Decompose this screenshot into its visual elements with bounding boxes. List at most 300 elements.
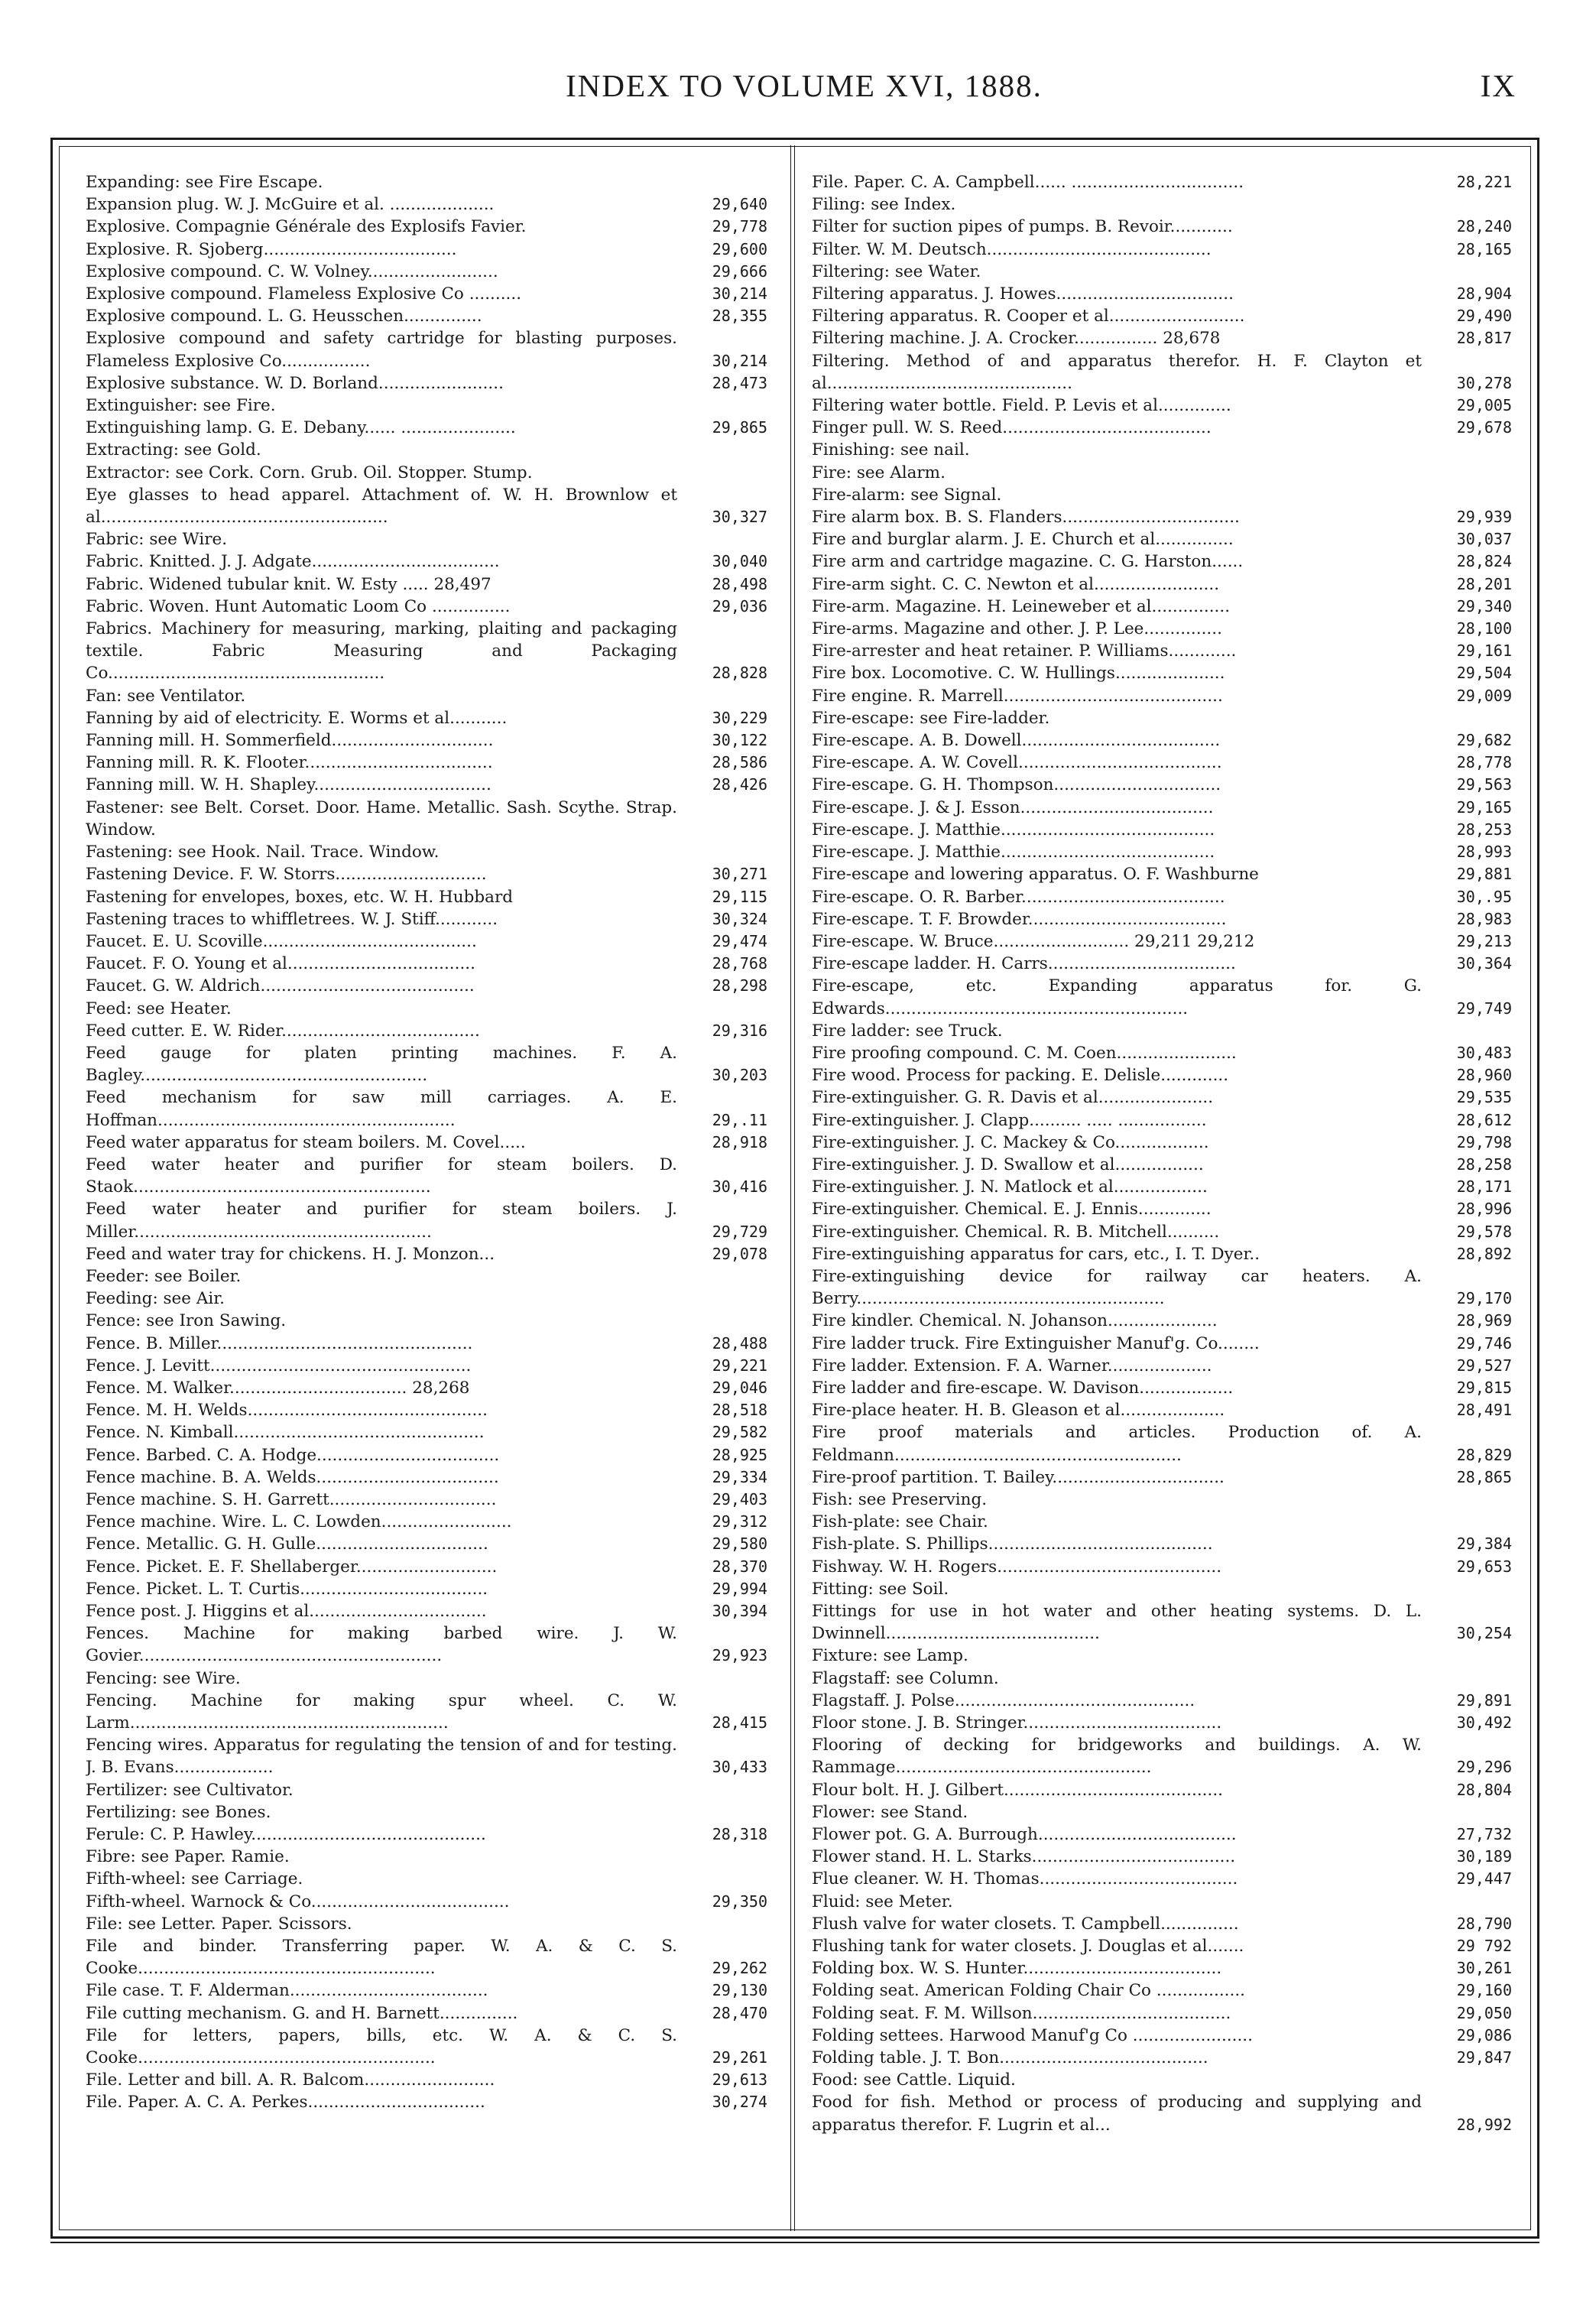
index-entry-text: Fan: see Ventilator.	[86, 686, 246, 706]
index-entry	[812, 239, 1512, 261]
index-entry-number: 28,960	[1456, 1066, 1512, 1085]
index-entry-text: Fish-plate. S. Phillips...........................................	[812, 1534, 1213, 1554]
index-entry-text: Explosive compound. L. G. Heusschen...............	[86, 307, 482, 326]
index-entry-text: Fittings for use in hot water and other heating systems. D. L. Dwinnell.........................................	[812, 1602, 1422, 1644]
index-entry-number: 29,678	[1456, 418, 1512, 437]
index-entry	[812, 1578, 1512, 1600]
index-entry	[86, 1020, 767, 1042]
index-entry-text: File case. T. F. Alderman......................................	[86, 1981, 488, 2001]
index-entry-text: Fire-extinguisher. J. N. Matlock et al..................	[812, 1177, 1208, 1197]
index-entry-number: 29,563	[1456, 775, 1512, 794]
index-entry	[86, 1734, 767, 1778]
index-entry-number: 28,240	[1456, 217, 1512, 236]
index-entry	[812, 1935, 1512, 1957]
index-entry-text: Fire-arm. Magazine. H. Leineweber et al...............	[812, 596, 1231, 616]
index-entry	[812, 1421, 1512, 1466]
index-entry-text: Feeding: see Air.	[86, 1289, 225, 1309]
index-entry-number: 28,470	[712, 2003, 767, 2022]
index-entry	[86, 1399, 767, 1421]
index-entry-number: 30,261	[1456, 1959, 1512, 1978]
index-entry-number: 28,498	[712, 574, 767, 593]
index-entry	[86, 618, 767, 685]
index-entry	[812, 1645, 1512, 1667]
index-entry-text: Fire kindler. Chemical. N. Johanson.....................	[812, 1311, 1218, 1331]
index-entry	[812, 1668, 1512, 1690]
index-entry-text: Extinguisher: see Fire.	[86, 396, 276, 416]
index-entry-number: 28,370	[712, 1557, 767, 1576]
index-entry-text: Fire-arm sight. C. C. Newton et al........................	[812, 574, 1220, 594]
index-entry-text: Fence. Barbed. C. A. Hodge...................................	[86, 1445, 500, 1465]
index-entry-text: Fire-alarm: see Signal.	[812, 485, 1002, 505]
index-entry	[812, 640, 1512, 662]
index-entry-text: Fire-extinguishing device for railway car heaters. A. Berry...........................................................	[812, 1266, 1422, 1309]
index-entry	[86, 1868, 767, 1890]
index-entry	[86, 484, 767, 528]
index-entry-number: 28,258	[1456, 1154, 1512, 1174]
index-entry-number: 28,355	[712, 307, 767, 326]
index-entry-number: 29,815	[1456, 1378, 1512, 1397]
index-entry	[812, 305, 1512, 327]
index-entry-number: 30,037	[1456, 530, 1512, 549]
index-entry-text: Flooring of decking for bridgeworks and buildings. A. W. Rammage.................................................	[812, 1736, 1422, 1778]
index-entry	[812, 1243, 1512, 1265]
page-title: INDEX TO VOLUME XVI, 1888.	[566, 68, 1043, 103]
index-entry-text: Food: see Cattle. Liquid.	[812, 2070, 1016, 2090]
index-entry-number: 29,.11	[712, 1110, 767, 1129]
index-entry-text: Feed: see Heater.	[86, 999, 232, 1018]
index-entry-text: Filtering machine. J. A. Crocker................ 28,678	[812, 329, 1221, 349]
index-entry	[86, 797, 767, 841]
index-entry	[812, 1600, 1512, 1645]
index-entry-number: 29,746	[1456, 1333, 1512, 1353]
index-entry-text: Fire-extinguisher. G. R. Davis et al......................	[812, 1088, 1214, 1108]
index-entry-number: 30,254	[1456, 1624, 1512, 1643]
index-entry-text: Fabric. Knitted. J. J. Adgate....................................	[86, 552, 500, 572]
index-entry-number: 29,161	[1456, 641, 1512, 661]
index-entry-number: 28,983	[1456, 909, 1512, 928]
index-entry-number: 28,488	[712, 1333, 767, 1353]
index-entry-text: Fabric. Woven. Hunt Automatic Loom Co ...............	[86, 596, 511, 616]
index-entry-number: 29,749	[1456, 999, 1512, 1018]
index-entry	[86, 1779, 767, 1801]
index-entry	[812, 1221, 1512, 1243]
index-entry	[812, 596, 1512, 618]
index-entry-number: 28,828	[712, 664, 767, 683]
index-entry-text: Fire-escape. J. Matthie.........................................	[812, 843, 1215, 862]
index-entry-text: Fire box. Locomotive. C. W. Hullings.....................	[812, 664, 1225, 684]
index-entry-text: Filtering apparatus. J. Howes..................................	[812, 284, 1234, 304]
index-entry	[812, 1355, 1512, 1377]
index-entry	[812, 2002, 1512, 2025]
index-entry-text: Extracting: see Gold.	[86, 440, 261, 460]
index-entry	[86, 1042, 767, 1086]
index-entry	[812, 774, 1512, 796]
index-entry	[812, 283, 1512, 305]
index-entry-text: Fish-plate: see Chair.	[812, 1512, 988, 1532]
index-entry-number: 28,612	[1456, 1110, 1512, 1129]
index-entry-number: 29,115	[712, 887, 767, 906]
index-entry-text: Fire-escape. T. F. Browder......................................	[812, 909, 1227, 929]
index-entry-number: 29,939	[1456, 508, 1512, 527]
index-entry-text: Flower pot. G. A. Burrough......................................	[812, 1825, 1237, 1845]
index-entry	[812, 439, 1512, 461]
index-entry-text: Folding table. J. T. Bon........................................	[812, 2048, 1208, 2068]
index-entry-number: 29,729	[712, 1222, 767, 1241]
index-entry	[812, 930, 1512, 953]
index-entry-text: Fixture: see Lamp.	[812, 1646, 968, 1666]
index-entry	[86, 171, 767, 193]
index-entry	[86, 1622, 767, 1667]
index-entry-number: 28,171	[1456, 1177, 1512, 1197]
index-entry	[86, 1265, 767, 1288]
index-entry-number: 29,078	[712, 1244, 767, 1263]
index-entry-number: 30,327	[712, 508, 767, 527]
index-entry-text: Finishing: see nail.	[812, 440, 970, 460]
index-entry-number: 29,262	[712, 1959, 767, 1978]
index-entry	[812, 261, 1512, 283]
index-entry	[86, 1132, 767, 1154]
index-entry-number: 29,009	[1456, 686, 1512, 705]
index-entry-number: 28,804	[1456, 1780, 1512, 1799]
index-entry	[812, 216, 1512, 238]
index-entry-text: Feed water heater and purifier for steam boilers. D. Staok.........................................................	[86, 1154, 677, 1197]
index-entry-number: 28,892	[1456, 1244, 1512, 1263]
index-entry	[86, 327, 767, 372]
index-entry-text: Fanning mill. R. K. Flooter....................................	[86, 753, 493, 773]
index-entry	[812, 886, 1512, 908]
index-entry	[86, 395, 767, 417]
index-entry-number: 27,732	[1456, 1825, 1512, 1844]
index-entry-number: 29,527	[1456, 1356, 1512, 1375]
index-entry	[86, 550, 767, 573]
index-entry	[812, 484, 1512, 506]
index-entry	[812, 395, 1512, 417]
index-entry	[812, 819, 1512, 841]
index-entry	[812, 953, 1512, 975]
index-entry-number: 30,274	[712, 2093, 767, 2112]
index-entry-number: 29,170	[1456, 1289, 1512, 1308]
index-entry-text: Fence. J. Levitt..................................................	[86, 1356, 472, 1375]
index-entry-number: 29,046	[712, 1378, 767, 1397]
index-entry-number: 30,203	[712, 1066, 767, 1085]
index-entry-number: 29,474	[712, 931, 767, 950]
index-entry	[86, 1846, 767, 1868]
index-entry-text: Fish: see Preserving.	[812, 1489, 988, 1509]
index-entry	[86, 685, 767, 707]
index-entry-number: 28,790	[1456, 1914, 1512, 1933]
index-entry	[812, 550, 1512, 573]
index-entry	[812, 1801, 1512, 1823]
index-entry-number: 28,100	[1456, 619, 1512, 638]
index-entry-text: Finger pull. W. S. Reed........................................	[812, 418, 1212, 438]
index-entry	[86, 930, 767, 953]
index-entry-number: 28,829	[1456, 1445, 1512, 1464]
index-entry	[812, 729, 1512, 752]
index-entry-number: 28,253	[1456, 820, 1512, 839]
index-entry	[86, 774, 767, 796]
index-entry	[86, 283, 767, 305]
index-entry-number: 29,994	[712, 1579, 767, 1598]
index-entry-number: 30,364	[1456, 954, 1512, 973]
index-entry-number: 28,969	[1456, 1311, 1512, 1330]
index-entry	[812, 350, 1512, 395]
index-entry	[86, 729, 767, 752]
index-entry-text: Fire-escape ladder. H. Carrs....................................	[812, 954, 1236, 974]
index-entry-text: Fence. Metallic. G. H. Gulle.................................	[86, 1534, 488, 1554]
index-entry-text: File. Paper. A. C. A. Perkes..................................	[86, 2093, 485, 2113]
index-entry-number: 28,824	[1456, 552, 1512, 571]
index-entry-text: Feed water apparatus for steam boilers. M. Covel.....	[86, 1132, 526, 1152]
index-entry-number: 29,384	[1456, 1534, 1512, 1554]
index-entry-text: Fibre: see Paper. Ramie.	[86, 1847, 290, 1867]
index-entry	[86, 1310, 767, 1332]
index-entry	[812, 1086, 1512, 1109]
index-entry	[812, 193, 1512, 216]
index-entry-text: Ferule: C. P. Hawley.............................................	[86, 1825, 486, 1845]
index-entry	[812, 2047, 1512, 2069]
index-entry	[86, 1578, 767, 1600]
index-entry	[86, 261, 767, 283]
index-entry	[86, 417, 767, 439]
index-entry-text: File. Letter and bill. A. R. Balcom.........................	[86, 2070, 495, 2090]
index-entry	[812, 417, 1512, 439]
index-entry-number: 29,334	[712, 1467, 767, 1486]
index-entry-text: Filing: see Index.	[812, 195, 956, 215]
index-entry	[812, 1020, 1512, 1042]
index-entry-text: Fifth-wheel. Warnock & Co......................................	[86, 1892, 510, 1911]
index-entry	[86, 1668, 767, 1690]
index-entry	[812, 1132, 1512, 1154]
index-entry	[86, 1823, 767, 1846]
index-entry-text: Fire ladder: see Truck.	[812, 1021, 1003, 1041]
index-entry-number: 29,504	[1456, 664, 1512, 683]
index-entry-number: 29,666	[712, 261, 767, 281]
index-entry	[86, 975, 767, 997]
index-entry	[86, 1154, 767, 1198]
index-entry	[86, 1377, 767, 1399]
index-entry-number: 29,778	[712, 217, 767, 236]
index-entry-number: 29,490	[1456, 307, 1512, 326]
index-entry-number: 28,996	[1456, 1200, 1512, 1219]
index-entry	[86, 372, 767, 395]
index-entry-number: 29,447	[1456, 1869, 1512, 1888]
index-entry-number: 30,214	[712, 284, 767, 304]
index-entry	[86, 1466, 767, 1489]
index-entry-text: Flushing tank for water closets. J. Douglas et al.......	[812, 1937, 1244, 1957]
index-entry-text: Fire-extinguisher. Chemical. R. B. Mitchell..........	[812, 1222, 1220, 1242]
index-entry-number: 28,415	[712, 1713, 767, 1733]
index-entry-number: 28,318	[712, 1825, 767, 1844]
index-entry-text: File: see Letter. Paper. Scissors.	[86, 1914, 352, 1934]
index-entry-text: Filtering. Method of and apparatus therefor. H. F. Clayton et al...............................................	[812, 351, 1422, 393]
index-entry	[812, 685, 1512, 707]
index-entry	[812, 327, 1512, 349]
index-entry-number: 28,201	[1456, 574, 1512, 593]
index-column-right	[812, 171, 1512, 2220]
index-entry	[812, 2091, 1512, 2135]
index-entry-number: 30,271	[712, 865, 767, 884]
index-entry-text: File and binder. Transferring paper. W. A. & C. S. Cooke.........................................................	[86, 1937, 677, 1979]
index-entry-text: Fire wood. Process for packing. E. Delisle.............	[812, 1066, 1229, 1086]
index-entry	[812, 1466, 1512, 1489]
index-entry-number: 28,865	[1456, 1467, 1512, 1486]
index-entry-text: Fluid: see Meter.	[812, 1892, 953, 1911]
index-entry-text: Flower stand. H. L. Starks.......................................	[812, 1847, 1236, 1867]
index-entry-number: 28,918	[712, 1132, 767, 1151]
index-entry-text: Flush valve for water closets. T. Campbell...............	[812, 1914, 1239, 1934]
index-entry-number: 28,992	[1456, 2115, 1512, 2134]
index-entry	[812, 2069, 1512, 2091]
index-entry	[812, 1846, 1512, 1868]
index-entry	[812, 1265, 1512, 1310]
index-entry-text: Fire-arms. Magazine and other. J. P. Lee...............	[812, 619, 1222, 639]
index-entry	[812, 1556, 1512, 1578]
index-entry	[812, 618, 1512, 640]
index-entry	[86, 462, 767, 484]
index-entry	[812, 2025, 1512, 2047]
index-entry-number: 28,518	[712, 1401, 767, 1420]
index-entry-text: Fence: see Iron Sawing.	[86, 1311, 287, 1331]
index-entry-text: Folding seat. American Folding Chair Co .................	[812, 1981, 1246, 2001]
index-entry	[812, 573, 1512, 596]
index-entry-number: 28,768	[712, 954, 767, 973]
index-entry	[812, 1868, 1512, 1890]
index-entry-number: 29,350	[712, 1892, 767, 1911]
page-number: IX	[1480, 68, 1517, 103]
index-entry-text: Faucet. F. O. Young et al....................................	[86, 954, 475, 974]
index-entry-number: 29,130	[712, 1981, 767, 2000]
index-entry	[812, 1913, 1512, 1935]
index-entry-text: Fastener: see Belt. Corset. Door. Hame. Metallic. Sash. Scythe. Strap. Window.	[86, 797, 677, 839]
index-entry-text: Fire-escape. J. Matthie.........................................	[812, 820, 1215, 839]
index-entry-text: Folding box. W. S. Hunter......................................	[812, 1959, 1222, 1979]
index-entry	[86, 1979, 767, 2002]
index-entry	[812, 171, 1512, 193]
index-entry-number: 30,189	[1456, 1847, 1512, 1866]
index-entry-number: 30,324	[712, 909, 767, 928]
index-entry	[86, 239, 767, 261]
column-divider	[790, 145, 795, 2231]
index-entry-text: Fire-escape. A. W. Covell.......................................	[812, 753, 1222, 773]
index-entry	[86, 2069, 767, 2091]
index-entry	[86, 1355, 767, 1377]
index-entry-text: Fences. Machine for making barbed wire. J. W. Govier..........................................................	[86, 1624, 677, 1666]
index-entry-text: Fire: see Alarm.	[812, 463, 946, 482]
index-entry-text: Explosive. Compagnie Générale des Explosifs Favier.	[86, 217, 527, 237]
index-entry	[86, 908, 767, 930]
index-entry-text: Faucet. E. U. Scoville.........................................	[86, 931, 477, 951]
index-entry-text: Fire-escape, etc. Expanding apparatus for. G. Edwards..........................................................	[812, 976, 1422, 1018]
index-entry-text: Fire proofing compound. C. M. Coen.......................	[812, 1043, 1237, 1063]
index-entry	[812, 528, 1512, 550]
index-entry	[812, 506, 1512, 528]
index-entry-text: Fastening for envelopes, boxes, etc. W. H. Hubbard	[86, 887, 514, 907]
index-entry	[812, 1712, 1512, 1734]
index-entry	[812, 1064, 1512, 1086]
index-entry	[86, 863, 767, 885]
index-entry	[86, 216, 767, 238]
index-entry-text: Fire-escape. J. & J. Esson.....................................	[812, 797, 1214, 817]
index-entry-text: Fanning by aid of electricity. E. Worms et al...........	[86, 708, 508, 728]
index-entry-number: 28,165	[1456, 239, 1512, 258]
index-entry-text: Filtering apparatus. R. Cooper et al..........................	[812, 307, 1245, 326]
index-entry-text: Feed gauge for platen printing machines. F. A. Bagley.......................................................	[86, 1043, 677, 1086]
index-entry	[86, 1935, 767, 1979]
index-entry	[812, 1176, 1512, 1198]
index-entry-number: 29,653	[1456, 1557, 1512, 1576]
index-entry-text: Food for fish. Method or process of producing and supplying and apparatus therefor. F. Lugrin et al...	[812, 2093, 1422, 2135]
index-entry-text: Fifth-wheel: see Carriage.	[86, 1869, 303, 1889]
index-entry-text: Feed water heater and purifier for steam boilers. J. Miller.........................................................	[86, 1200, 677, 1242]
index-entry-text: Fire-escape. O. R. Barber.......................................	[812, 887, 1225, 907]
index-entry-number: 28,221	[1456, 173, 1512, 191]
index-entry-number: 30,229	[712, 708, 767, 727]
index-entry-number: 28,426	[712, 775, 767, 794]
index-entry-text: Explosive compound. C. W. Volney.........................	[86, 261, 498, 281]
index-entry-text: Fertilizer: see Cultivator.	[86, 1780, 294, 1800]
index-entry	[812, 863, 1512, 885]
index-entry-text: Explosive compound and safety cartridge for blasting purposes. Flameless Explosive Co.................	[86, 329, 677, 371]
index-entry	[86, 2025, 767, 2069]
index-entry-text: Folding seat. F. M. Willson......................................	[812, 2003, 1231, 2023]
index-entry	[86, 1600, 767, 1622]
index-entry-text: Fire and burglar alarm. J. E. Church et al...............	[812, 530, 1234, 550]
index-entry	[812, 1042, 1512, 1064]
index-entry-text: Fitting: see Soil.	[812, 1579, 949, 1599]
index-entry-text: Filtering: see Water.	[812, 261, 981, 281]
index-entry-number: 28,925	[712, 1445, 767, 1464]
index-entry	[812, 1957, 1512, 1979]
index-entry-number: 30,122	[712, 731, 767, 750]
index-entry-text: Fence. M. H. Welds..............................................	[86, 1401, 488, 1421]
index-entry-number: 30,433	[712, 1758, 767, 1777]
index-entry	[86, 1288, 767, 1310]
index-entry-number: 28,817	[1456, 329, 1512, 348]
index-entry-text: Fanning mill. W. H. Shapley..................................	[86, 775, 491, 795]
index-entry	[812, 1891, 1512, 1913]
index-entry-text: Fire-arrester and heat retainer. P. Williams.............	[812, 641, 1237, 661]
index-entry-text: Explosive substance. W. D. Borland........................	[86, 373, 504, 393]
index-entry-number: 28,993	[1456, 843, 1512, 862]
index-entry	[812, 1690, 1512, 1712]
index-entry-number: 30,416	[712, 1177, 767, 1197]
index-entry-text: Fence machine. S. H. Garrett................................	[86, 1489, 497, 1509]
index-entry	[812, 1198, 1512, 1220]
index-entry	[86, 439, 767, 461]
index-entry-text: Fertilizing: see Bones.	[86, 1802, 271, 1822]
index-entry-text: Filter. W. M. Deutsch...........................................	[812, 239, 1212, 259]
index-entry-text: Fastening Device. F. W. Storrs.............................	[86, 865, 487, 885]
index-entry-text: File cutting mechanism. G. and H. Barnett...............	[86, 2003, 518, 2023]
index-entry	[86, 1444, 767, 1466]
index-entry	[812, 707, 1512, 729]
index-entry	[812, 1109, 1512, 1132]
index-entry	[86, 305, 767, 327]
page-header	[92, 63, 1517, 109]
index-entry-text: Feed mechanism for saw mill carriages. A. E. Hoffman.........................................................	[86, 1088, 677, 1130]
index-entry	[812, 662, 1512, 684]
index-entry-number: 29,847	[1456, 2048, 1512, 2067]
index-entry-number: 29,798	[1456, 1132, 1512, 1151]
index-entry-number: 29,640	[712, 195, 767, 214]
index-entry	[86, 841, 767, 863]
index-entry-text: Fire-escape and lowering apparatus. O. F. Washburne	[812, 865, 1259, 885]
index-entry-text: Fire-extinguisher. J. Clapp.......... ..... .................	[812, 1110, 1207, 1130]
index-entry-number: 29,036	[712, 596, 767, 615]
index-entry	[812, 797, 1512, 819]
index-entry-text: Extractor: see Cork. Corn. Grub. Oil. Stopper. Stump.	[86, 463, 533, 482]
index-entry-text: Fire-escape. W. Bruce.......................... 29,211 29,212	[812, 931, 1255, 951]
